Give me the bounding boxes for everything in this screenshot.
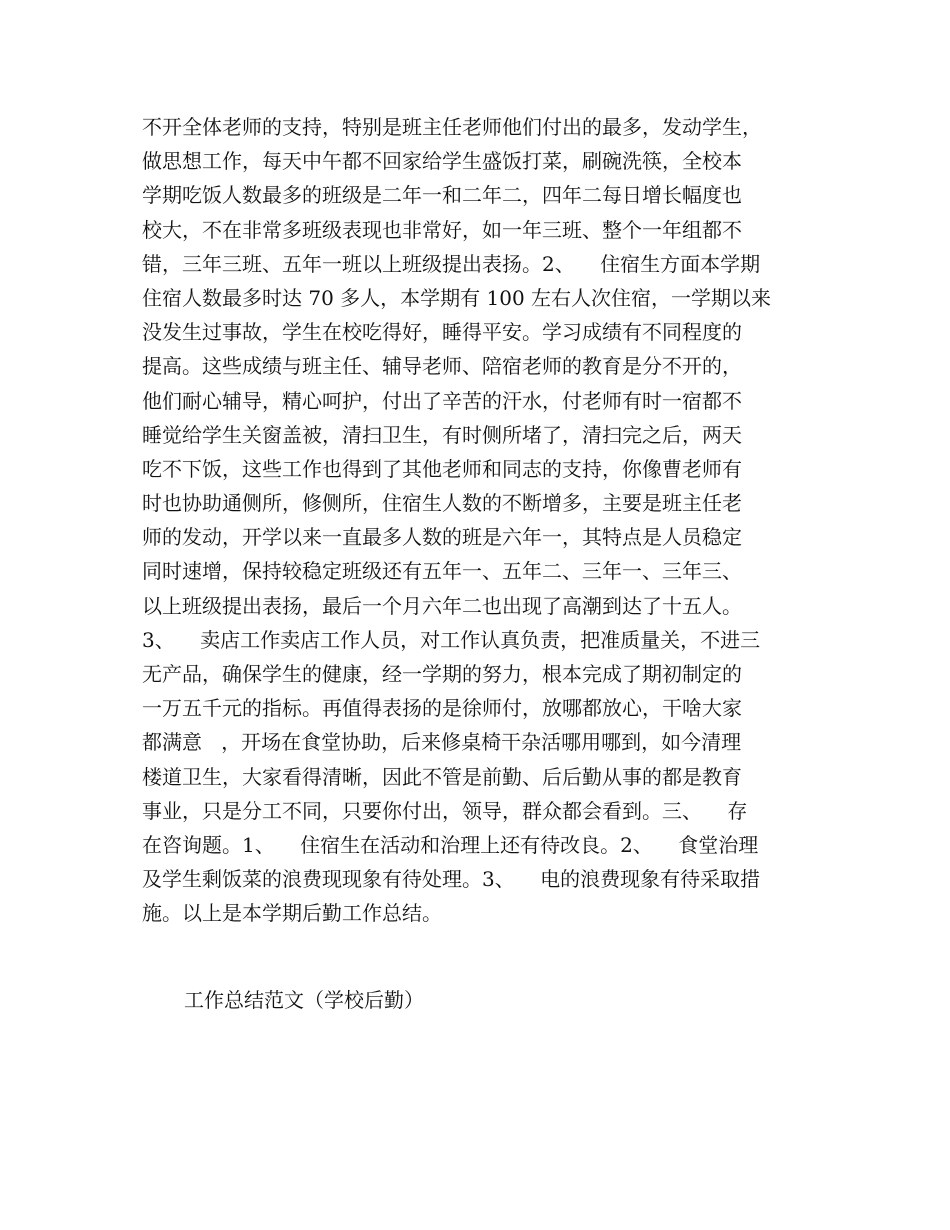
paragraph-line: 无产品，确保学生的健康，经一学期的努力，根本完成了期初制定的 xyxy=(142,662,742,686)
paragraph-line: 以上班级提出表扬，最后一个月六年二也出现了高潮到达了十五人。 xyxy=(142,593,742,618)
paragraph-line: 施。以上是本学期后勤工作总结。 xyxy=(142,901,442,926)
paragraph-line: 做思想工作，每天中午都不回家给学生盛饭打菜，刷碗洗筷，全校本 xyxy=(142,149,742,174)
paragraph-line: 吃不下饭，这些工作也得到了其他老师和同志的支持，你像曹老师有 xyxy=(142,456,742,481)
paragraph-line: 睡觉给学生关窗盖被，清扫卫生，有时侧所堵了，清扫完之后，两天 xyxy=(142,422,742,447)
paragraph-line: 没发生过事故，学生在校吃得好，睡得平安。学习成绩有不同程度的 xyxy=(142,320,742,345)
document-body-paragraph xyxy=(142,110,842,931)
paragraph-line: 他们耐心辅导，精心呵护，付出了辛苦的汗水，付老师有时一宿都不 xyxy=(142,388,742,413)
paragraph-line: 事业，只是分工不同，只要你付出，领导，群众都会看到。三、 存 xyxy=(142,798,748,823)
paragraph-line: 在咨询题。1、 住宿生在活动和治理上还有待改良。2、 食堂治理 xyxy=(142,832,759,857)
paragraph-line: 校大，不在非常多班级表现也非常好，如一年三班、整个一年组都不 xyxy=(142,217,742,242)
paragraph-line: 住宿人数最多时达 70 多人，本学期有 100 左右人次住宿，一学期以来 xyxy=(142,285,772,310)
section-heading: 工作总结范文（学校后勤） xyxy=(184,988,424,1012)
paragraph-line: 楼道卫生，大家看得清晰，因此不管是前勤、后后勤从事的都是教育 xyxy=(142,764,742,789)
paragraph-line: 及学生剩饭菜的浪费现现象有待处理。3、 电的浪费现象有待采取措 xyxy=(142,867,761,892)
paragraph-line: 同时速增，保持较稳定班级还有五年一、五年二、三年一、三年三、 xyxy=(142,559,742,584)
paragraph-line: 3、 卖店工作卖店工作人员，对工作认真负责，把准质量关，不进三 xyxy=(142,627,761,652)
paragraph-line: 一万五千元的指标。再值得表扬的是徐师付，放哪都放心，干啥大家 xyxy=(142,696,742,721)
paragraph-line: 不开全体老师的支持，特别是班主任老师他们付出的最多，发动学生， xyxy=(142,115,762,139)
paragraph-line: 学期吃饭人数最多的班级是二年一和二年二，四年二每日增长幅度也 xyxy=(142,183,742,208)
paragraph-line: 时也协助通侧所，修侧所，住宿生人数的不断增多，主要是班主任老 xyxy=(142,491,742,516)
paragraph-line: 错，三年三班、五年一班以上班级提出表扬。2、 住宿生方面本学期 xyxy=(142,251,761,276)
paragraph-line: 师的发动，开学以来一直最多人数的班是六年一，其特点是人员稳定 xyxy=(142,525,742,550)
paragraph-line: 都满意 ，开场在食堂协助，后来修桌椅干杂活哪用哪到，如今清理 xyxy=(142,730,742,755)
paragraph-line: 提高。这些成绩与班主任、辅导老师、陪宿老师的教育是分不开的， xyxy=(142,354,742,379)
